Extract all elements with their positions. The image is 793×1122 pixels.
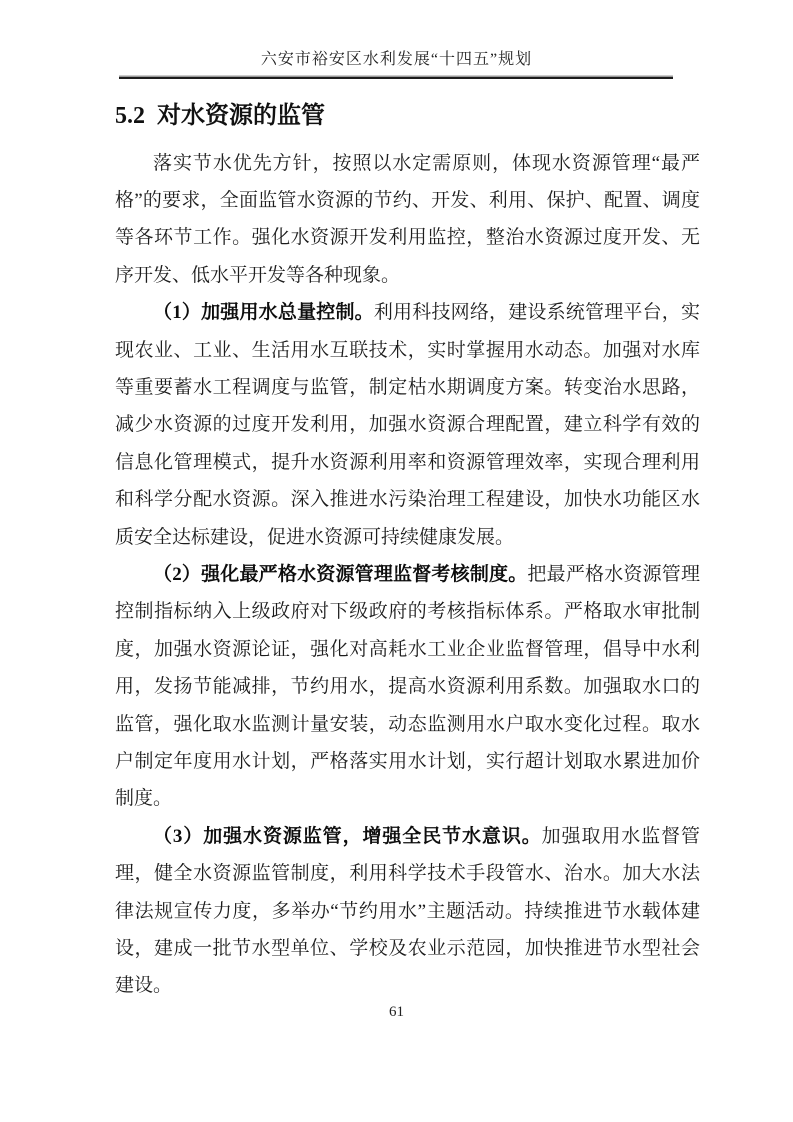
header-title: 六安市裕安区水利发展“十四五”规划 <box>260 51 533 68</box>
paragraph-text: 加强取用水监督管理，健全水资源监管制度，利用科学技术手段管水、治水。加大水法律法规宣传力度，多举办“节约用水”主题活动。持续推进节水载体建设，建成一批节水型单位、学校及农业示范园，加快推进节水型社会建设。 <box>115 825 700 997</box>
header-rule <box>119 77 673 79</box>
section-title: 对水资源的监管 <box>157 101 325 129</box>
paragraph-item-2 <box>115 556 700 818</box>
section-number: 5.2 <box>115 102 145 129</box>
paragraph-text: 利用科技网络，建设系统管理平台，实现农业、工业、生活用水互联技术，实时掌握用水动态。加强对水库等重要蓄水工程调度与监管，制定枯水期调度方案。转变治水思路，减少水资源的过度开发利用，加强水资源合理配置，建立科学有效的信息化管理模式，提升水资源利用率和资源管理效率，实现合理利用和科学分配水资源。深入推进水污染治理工程建设，加快水功能区水质安全达标建设，促进水资源可持续健康发展。 <box>115 302 700 548</box>
section-heading <box>115 100 700 132</box>
paragraph-item-1 <box>115 294 700 556</box>
paragraph-lead: （2）强化最严格水资源管理监督考核制度。 <box>153 563 528 585</box>
document-body <box>115 145 700 1005</box>
page-footer <box>0 1003 793 1021</box>
paragraph-lead: （3）加强水资源监管，增强全民节水意识。 <box>153 825 542 847</box>
paragraph-lead: （1）加强用水总量控制。 <box>153 302 374 324</box>
paragraph-item-3 <box>115 818 700 1005</box>
paragraph-intro <box>115 145 700 295</box>
paragraph-text: 落实节水优先方针，按照以水定需原则，体现水资源管理“最严格”的要求，全面监管水资源的节约、开发、利用、保护、配置、调度等各环节工作。强化水资源开发利用监控，整治水资源过度开发、无序开发、低水平开发等各种现象。 <box>115 152 700 286</box>
paragraph-text: 把最严格水资源管理控制指标纳入上级政府对下级政府的考核指标体系。严格取水审批制度，加强水资源论证，强化对高耗水工业企业监督管理，倡导中水利用，发扬节能减排，节约用水，提高水资源利用系数。加强取水口的监管，强化取水监测计量安装，动态监测用水户取水变化过程。取水户制定年度用水计划，严格落实用水计划，实行超计划取水累进加价制度。 <box>115 563 700 810</box>
page-header <box>0 0 793 79</box>
page-number: 61 <box>389 1004 404 1020</box>
